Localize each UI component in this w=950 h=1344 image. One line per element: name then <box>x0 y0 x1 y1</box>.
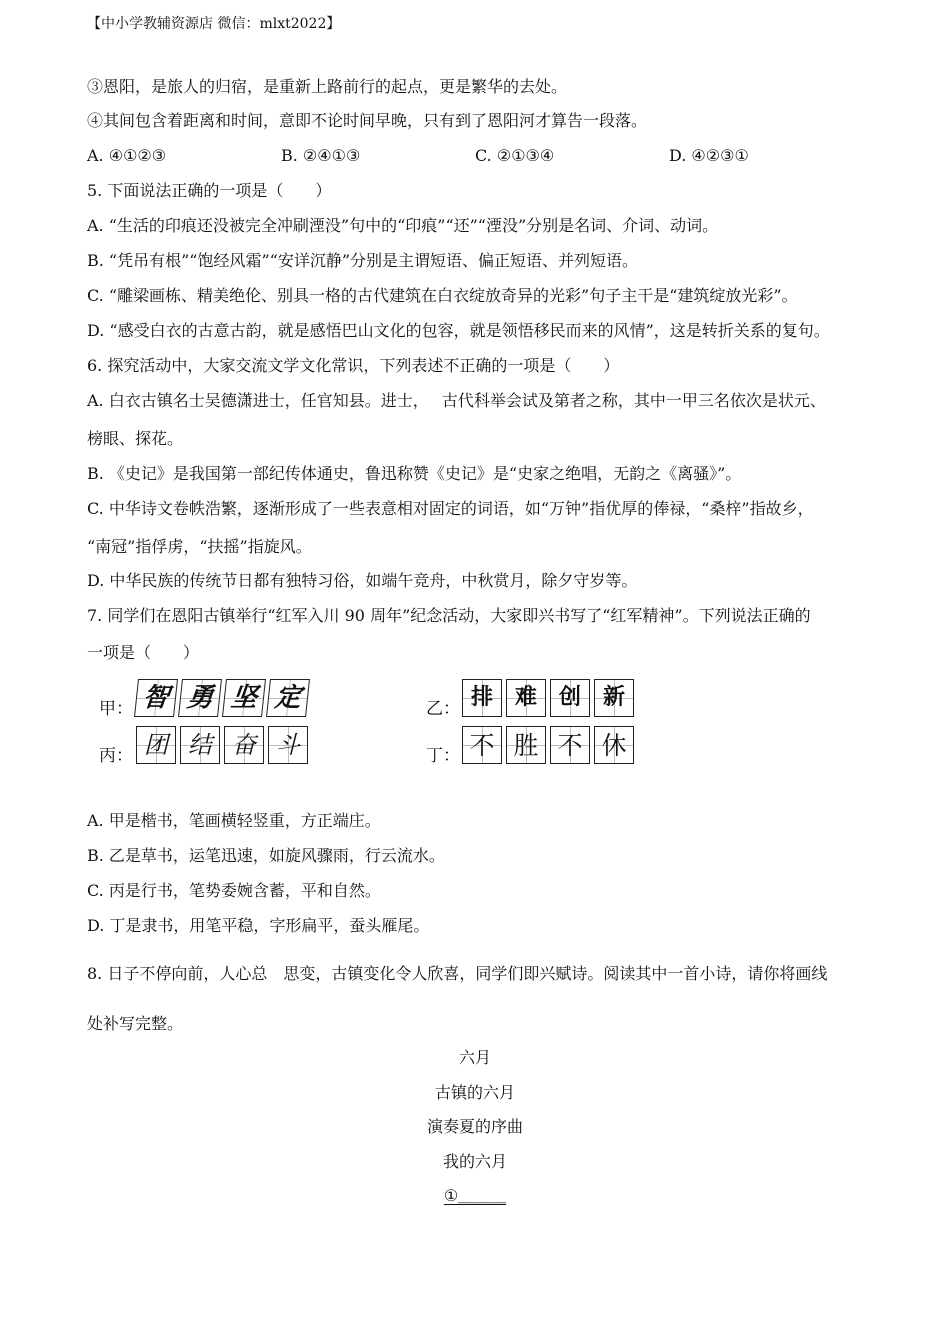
calligraphy-char: 胜 <box>506 726 546 764</box>
q6-option-c-cont: “南冠”指俘虏，“扶摇”指旋风。 <box>87 537 312 556</box>
calligraphy-char: 斗 <box>268 726 308 764</box>
q4-option-a[interactable]: A. ④①②③ <box>87 146 167 165</box>
poem-title: 六月 <box>458 1048 491 1067</box>
q4-option-c[interactable]: C. ②①③④ <box>475 146 555 165</box>
poem-line: 我的六月 <box>442 1152 507 1171</box>
q8-stem-cont: 处补写完整。 <box>87 1014 184 1033</box>
calligraphy-char: 新 <box>594 679 634 717</box>
q7-option-b[interactable]: B. 乙是草书，运笔迅速，如旋风骤雨，行云流水。 <box>87 846 445 865</box>
calligraphy-char: 定 <box>266 679 310 717</box>
blank-1[interactable]: ①＿＿＿ <box>443 1186 507 1205</box>
q7-stem-cont: 一项是（ ） <box>87 643 200 662</box>
calligraphy-char: 智 <box>134 679 178 717</box>
q7-option-a[interactable]: A. 甲是楷书，笔画横轻竖重，方正端庄。 <box>87 811 381 830</box>
q4-sentence-4: ④其间包含着距离和时间，意即不论时间早晚，只有到了恩阳河才算告一段落。 <box>87 111 648 130</box>
q5-option-b[interactable]: B. “凭吊有根”“饱经风霜”“安详沉静”分别是主谓短语、偏正短语、并列短语。 <box>87 251 639 270</box>
q5-option-c[interactable]: C. “雕梁画栋、精美绝伦、别具一格的古代建筑在白衣绽放奇异的光彩”句子主干是“建筑绽放光彩”。 <box>87 286 798 305</box>
label-bing: 丙： <box>99 746 133 766</box>
q6-option-a[interactable]: A. 白衣古镇名士吴德潇进士，任官知县。进士， 古代科举会试及第者之称，其中一甲三名依次是状元、 <box>87 391 826 410</box>
calligraphy-char: 坚 <box>222 679 266 717</box>
poem-blank[interactable] <box>0 1185 950 1207</box>
q8-stem: 8. 日子不停向前，人心总 思变，古镇变化令人欣喜，同学们即兴赋诗。阅读其中一首小诗，请你将画线 <box>87 964 828 983</box>
calligraphy-char: 结 <box>180 726 220 764</box>
calligraphy-char: 勇 <box>178 679 222 717</box>
calligraphy-jia <box>136 679 308 717</box>
calligraphy-char: 不 <box>462 726 502 764</box>
calligraphy-char: 不 <box>550 726 590 764</box>
q7-option-c[interactable]: C. 丙是行书，笔势委婉含蓄，平和自然。 <box>87 881 381 900</box>
label-yi: 乙： <box>426 699 460 719</box>
q6-option-a-cont: 榜眼、探花。 <box>87 429 184 448</box>
poem-line: 演奏夏的序曲 <box>426 1117 523 1136</box>
q4-sentence-3: ③恩阳，是旅人的归宿，是重新上路前行的起点，更是繁华的去处。 <box>87 77 568 96</box>
label-ding: 丁： <box>426 746 460 766</box>
q6-option-d[interactable]: D. 中华民族的传统节日都有独特习俗，如端午竞舟，中秋赏月，除夕守岁等。 <box>87 571 638 590</box>
calligraphy-char: 休 <box>594 726 634 764</box>
label-jia: 甲： <box>99 699 133 719</box>
poem-line: 古镇的六月 <box>434 1083 515 1102</box>
q7-stem: 7. 同学们在恩阳古镇举行“红军入川 90 周年”纪念活动，大家即兴书写了“红军精神”。下列说法正确的 <box>87 606 811 625</box>
calligraphy-char: 团 <box>136 726 176 764</box>
page-header: 【中小学教辅资源店 微信：mlxt2022】 <box>87 16 341 32</box>
q4-option-b[interactable]: B. ②④①③ <box>281 146 361 165</box>
calligraphy-char: 奋 <box>224 726 264 764</box>
q6-option-c[interactable]: C. 中华诗文卷帙浩繁，逐渐形成了一些表意相对固定的词语，如“万钟”指优厚的俸禄，“桑梓”指故乡， <box>87 499 814 518</box>
q6-stem: 6. 探究活动中，大家交流文学文化常识，下列表述不正确的一项是（ ） <box>87 356 620 375</box>
calligraphy-yi <box>462 679 634 717</box>
q5-option-a[interactable]: A. “生活的印痕还没被完全冲刷湮没”句中的“印痕”“还”“湮没”分别是名词、介词、动词。 <box>87 216 719 235</box>
calligraphy-ding <box>462 726 634 764</box>
q5-option-d[interactable]: D. “感受白衣的古意古韵，就是感悟巴山文化的包容，就是领悟移民而来的风情”，这是转折关系的复句。 <box>87 321 830 340</box>
calligraphy-bing <box>136 726 308 764</box>
calligraphy-char: 难 <box>506 679 546 717</box>
q5-stem: 5. 下面说法正确的一项是（ ） <box>87 181 332 200</box>
q4-option-d[interactable]: D. ④②③① <box>669 146 749 165</box>
calligraphy-char: 排 <box>462 679 502 717</box>
q6-option-b[interactable]: B. 《史记》是我国第一部纪传体通史，鲁迅称赞《史记》是“史家之绝唱，无韵之《离骚》”。 <box>87 464 742 483</box>
calligraphy-char: 创 <box>550 679 590 717</box>
q7-option-d[interactable]: D. 丁是隶书，用笔平稳，字形扁平，蚕头雁尾。 <box>87 916 430 935</box>
